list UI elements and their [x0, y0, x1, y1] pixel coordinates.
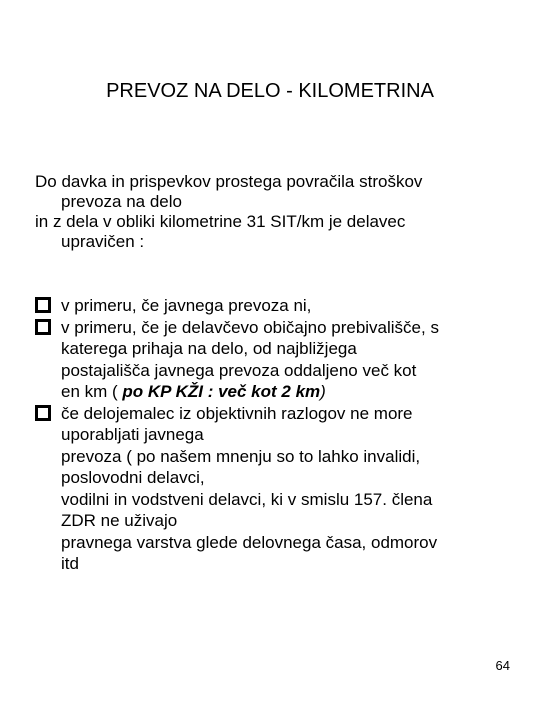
bullet-line: če delojemalec iz objektivnih razlogov ne more [61, 403, 413, 423]
bullet-line: poslovodni delavci, [61, 468, 205, 487]
intro-line: Do davka in prispevkov prostega povračila stroškov [35, 172, 423, 191]
bullet-list [35, 295, 525, 575]
bullet-text: ) [320, 382, 326, 401]
intro-paragraph [35, 172, 515, 252]
intro-line: prevoza na delo [61, 192, 182, 211]
bullet-line: prevoza ( po našem mnenju so to lahko invalidi, [61, 446, 421, 466]
checkbox-bullet-icon [35, 297, 51, 313]
bullet-line: postajališča javnega prevoza oddaljeno več kot [61, 360, 417, 380]
slide-title: PREVOZ NA DELO - KILOMETRINA [106, 80, 434, 102]
bullet-line: v primeru, če javnega prevoza ni, [61, 296, 312, 315]
bullet-line: ZDR ne uživajo [61, 511, 178, 530]
emphasis-text: po KP KŽI : več kot 2 km [122, 382, 321, 401]
checkbox-bullet-icon [35, 319, 51, 335]
bullet-item [35, 317, 525, 403]
bullet-item [35, 295, 525, 317]
page-number: 64 [495, 658, 510, 673]
bullet-line: itd [61, 554, 79, 573]
bullet-text: en km ( [61, 382, 123, 401]
bullet-line: uporabljati javnega [61, 425, 204, 444]
bullet-line-with-emphasis [61, 381, 525, 403]
intro-line: upravičen : [61, 232, 145, 251]
bullet-line: katerega prihaja na delo, od najbližjega [61, 339, 357, 358]
checkbox-bullet-icon [35, 405, 51, 421]
intro-line: in z dela v obliki kilometrine 31 SIT/km je delavec [35, 212, 406, 231]
bullet-line: pravnega varstva glede delovnega časa, odmorov [61, 532, 438, 552]
bullet-item [35, 403, 525, 575]
bullet-line: v primeru, če je delavčevo običajno prebivališče, s [61, 317, 439, 337]
bullet-line: vodilni in vodstveni delavci, ki v smislu 157. člena [61, 489, 433, 509]
